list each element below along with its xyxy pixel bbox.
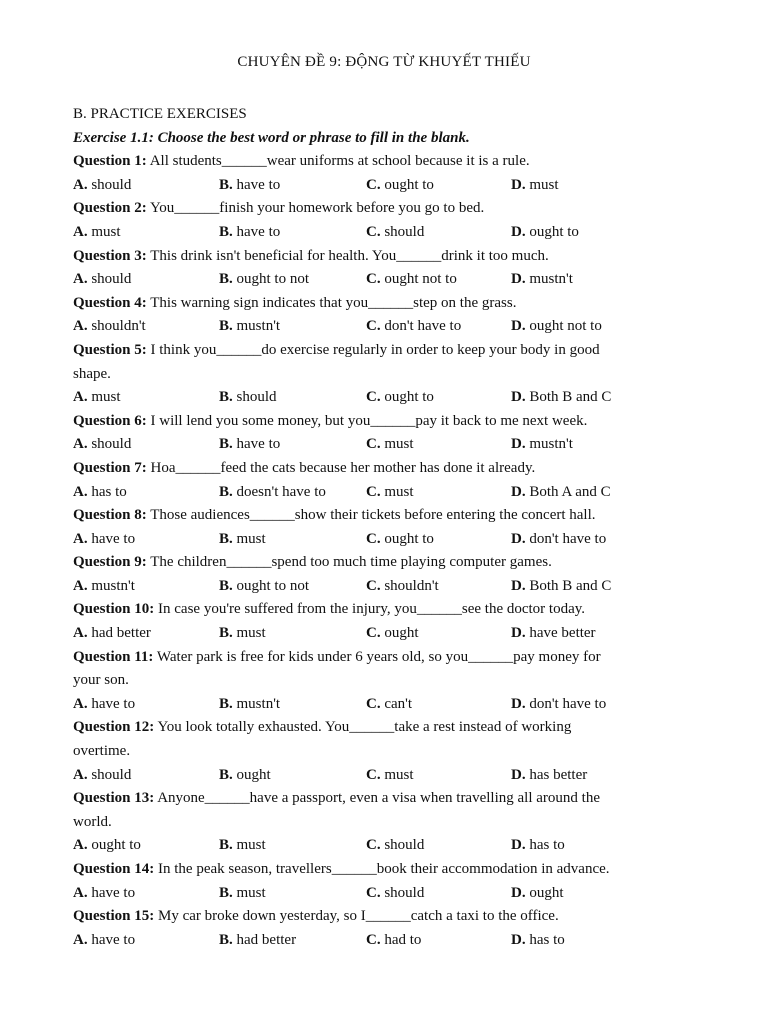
question-text-continued: world. (73, 813, 112, 830)
option-text: had better (232, 931, 297, 948)
option-letter: C. (366, 223, 381, 240)
option-letter: C. (366, 530, 381, 547)
option-text: have better (525, 625, 596, 642)
option-letter: A. (73, 176, 88, 193)
question-stem (73, 716, 683, 740)
option-letter: C. (366, 318, 381, 335)
answer-option (511, 433, 681, 457)
answer-option (366, 693, 511, 717)
question-block (73, 292, 683, 339)
option-letter: B. (219, 625, 233, 642)
question-label: Question 10: (73, 601, 155, 618)
option-letter: B. (219, 223, 233, 240)
exercise-label: Exercise 1.1 (73, 129, 149, 146)
answer-option (511, 528, 681, 552)
option-text: have to (87, 695, 136, 712)
answer-option (73, 221, 219, 245)
option-letter: D. (511, 837, 526, 854)
question-stem (73, 504, 683, 528)
option-letter: D. (511, 436, 526, 453)
question-stem (73, 457, 683, 481)
question-text: My car broke down yesterday, so I______catch a taxi to the office. (154, 908, 559, 925)
answer-options (73, 433, 683, 457)
question-label: Question 12: (73, 719, 155, 736)
option-letter: B. (219, 530, 233, 547)
answer-options (73, 693, 683, 717)
question-stem (73, 646, 683, 670)
question-block (73, 551, 683, 598)
option-letter: B. (219, 931, 233, 948)
question-stem (73, 551, 683, 575)
answer-option (511, 575, 681, 599)
option-text: ought (232, 766, 271, 783)
question-stem (73, 905, 683, 929)
answer-option (219, 433, 366, 457)
option-letter: B. (219, 176, 233, 193)
answer-option (366, 174, 511, 198)
answer-options (73, 481, 683, 505)
section-heading: B. PRACTICE EXERCISES (73, 106, 247, 122)
option-letter: D. (511, 223, 526, 240)
answer-option (73, 575, 219, 599)
answer-options (73, 528, 683, 552)
question-text: You______finish your homework before you go to bed. (146, 200, 485, 217)
option-text: must (525, 176, 559, 193)
answer-option (366, 882, 511, 906)
option-text: don't have to (525, 695, 607, 712)
answer-option (73, 764, 219, 788)
option-letter: D. (511, 766, 526, 783)
option-text: should (87, 176, 132, 193)
answer-options (73, 221, 683, 245)
question-text: All students______wear uniforms at school because it is a rule. (146, 153, 530, 170)
question-stem (73, 339, 683, 363)
answer-options (73, 929, 683, 953)
option-letter: D. (511, 530, 526, 547)
option-text: ought (525, 884, 564, 901)
exercise-heading (73, 127, 683, 151)
question-text: Water park is free for kids under 6 years old, so you______pay money for (153, 648, 601, 665)
option-text: have to (232, 176, 281, 193)
answer-option (366, 268, 511, 292)
question-text: This warning sign indicates that you______step on the grass. (146, 294, 517, 311)
answer-option (366, 834, 511, 858)
question-label: Question 8: (73, 507, 147, 524)
answer-option (366, 315, 511, 339)
option-letter: B. (219, 837, 233, 854)
answer-option (511, 764, 681, 788)
option-text: Both B and C (525, 577, 612, 594)
question-block (73, 245, 683, 292)
answer-option (73, 929, 219, 953)
answer-option (73, 433, 219, 457)
answer-option (511, 221, 681, 245)
answer-options (73, 386, 683, 410)
question-text-continued: overtime. (73, 743, 131, 760)
option-text: have to (87, 530, 136, 547)
question-label: Question 9: (73, 554, 147, 571)
answer-option (219, 834, 366, 858)
option-text: must (232, 837, 266, 854)
question-list (73, 150, 683, 952)
option-text: ought to (380, 176, 434, 193)
question-label: Question 11: (73, 648, 154, 665)
option-text: ought to (380, 389, 434, 406)
option-text: should (87, 436, 132, 453)
option-letter: A. (73, 625, 88, 642)
answer-options (73, 268, 683, 292)
answer-option (219, 622, 366, 646)
option-letter: A. (73, 483, 88, 500)
option-text: should (87, 766, 132, 783)
question-stem (73, 245, 683, 269)
option-letter: C. (366, 176, 381, 193)
option-letter: A. (73, 436, 88, 453)
option-letter: D. (511, 318, 526, 335)
question-block (73, 787, 683, 858)
answer-option (366, 575, 511, 599)
option-text: should (380, 223, 425, 240)
answer-option (219, 929, 366, 953)
option-letter: C. (366, 389, 381, 406)
answer-option (73, 174, 219, 198)
option-text: should (380, 837, 425, 854)
option-letter: C. (366, 271, 381, 288)
option-text: Both A and C (525, 483, 611, 500)
answer-options (73, 575, 683, 599)
option-letter: D. (511, 271, 526, 288)
option-text: must (380, 436, 414, 453)
answer-option (511, 481, 681, 505)
option-letter: C. (366, 837, 381, 854)
question-text: Those audiences______show their tickets before entering the concert hall. (146, 507, 596, 524)
answer-options (73, 622, 683, 646)
option-letter: C. (366, 436, 381, 453)
option-letter: D. (511, 577, 526, 594)
option-text: shouldn't (87, 318, 146, 335)
answer-option (73, 882, 219, 906)
answer-option (366, 221, 511, 245)
option-text: shouldn't (380, 577, 439, 594)
question-stem (73, 197, 683, 221)
answer-option (366, 622, 511, 646)
answer-option (73, 386, 219, 410)
question-block (73, 598, 683, 645)
option-letter: D. (511, 884, 526, 901)
exercise-instruction: : Choose the best word or phrase to fill in the blank. (148, 129, 470, 146)
option-letter: A. (73, 884, 88, 901)
option-letter: D. (511, 389, 526, 406)
answer-option (511, 882, 681, 906)
question-block (73, 197, 683, 244)
option-letter: B. (219, 389, 233, 406)
option-text: mustn't (232, 318, 281, 335)
option-text: ought not to (380, 271, 457, 288)
option-letter: A. (73, 271, 88, 288)
option-letter: A. (73, 577, 88, 594)
answer-options (73, 834, 683, 858)
option-letter: C. (366, 483, 381, 500)
answer-option (511, 622, 681, 646)
question-label: Question 5: (73, 341, 147, 358)
option-letter: C. (366, 884, 381, 901)
answer-options (73, 882, 683, 906)
answer-option (511, 693, 681, 717)
question-text-continued: shape. (73, 365, 111, 382)
option-text: have to (87, 884, 136, 901)
question-text: The children______spend too much time playing computer games. (146, 554, 552, 571)
answer-option (511, 386, 681, 410)
option-letter: A. (73, 223, 88, 240)
option-text: don't have to (380, 318, 462, 335)
answer-option (219, 221, 366, 245)
option-text: had better (87, 625, 151, 642)
question-text: Hoa______feed the cats because her mother has done it already. (146, 459, 536, 476)
option-text: have to (232, 436, 281, 453)
option-text: ought to (525, 223, 579, 240)
option-letter: B. (219, 695, 233, 712)
option-letter: B. (219, 884, 233, 901)
option-letter: D. (511, 483, 526, 500)
answer-option (366, 764, 511, 788)
option-text: ought to not (232, 271, 310, 288)
question-text: I think you______do exercise regularly in order to keep your body in good (146, 341, 600, 358)
question-text: Anyone______have a passport, even a visa when travelling all around the (154, 790, 600, 807)
question-stem (73, 787, 683, 811)
answer-option (73, 622, 219, 646)
option-letter: C. (366, 695, 381, 712)
option-letter: D. (511, 176, 526, 193)
question-label: Question 14: (73, 861, 155, 877)
question-stem (73, 598, 683, 622)
option-letter: B. (219, 483, 233, 500)
option-text: can't (380, 695, 413, 712)
option-text: ought to not (232, 577, 310, 594)
option-letter: A. (73, 766, 88, 783)
option-letter: A. (73, 530, 88, 547)
option-text: must (380, 483, 414, 500)
question-text: This drink isn't beneficial for health. You______drink it too much. (146, 247, 549, 264)
option-text: mustn't (525, 436, 573, 453)
answer-option (511, 315, 681, 339)
question-label: Question 13: (73, 790, 155, 807)
question-label: Question 6: (73, 412, 147, 429)
answer-option (366, 386, 511, 410)
answer-option (73, 693, 219, 717)
answer-option (219, 315, 366, 339)
question-block (73, 858, 683, 905)
question-block (73, 457, 683, 504)
question-block (73, 339, 683, 410)
option-text: mustn't (87, 577, 135, 594)
option-text: Both B and C (525, 389, 612, 406)
document-title: CHUYÊN ĐỀ 9: ĐỘNG TỪ KHUYẾT THIẾU (237, 54, 531, 70)
answer-options (73, 315, 683, 339)
option-text: should (380, 884, 425, 901)
option-text: ought to (380, 530, 434, 547)
question-stem (73, 410, 683, 434)
question-block (73, 410, 683, 457)
option-letter: B. (219, 577, 233, 594)
answer-option (219, 174, 366, 198)
answer-option (73, 481, 219, 505)
answer-option (366, 528, 511, 552)
answer-option (219, 386, 366, 410)
option-letter: B. (219, 318, 233, 335)
option-letter: D. (511, 625, 526, 642)
option-text: have to (232, 223, 281, 240)
question-stem (73, 150, 683, 174)
answer-option (219, 481, 366, 505)
option-letter: C. (366, 766, 381, 783)
option-text: mustn't (525, 271, 573, 288)
option-letter: B. (219, 271, 233, 288)
answer-option (73, 834, 219, 858)
option-text: have to (87, 931, 136, 948)
question-text: In the peak season, travellers______book their accommodation in advance. (154, 861, 610, 877)
answer-option (511, 834, 681, 858)
option-letter: A. (73, 389, 88, 406)
answer-option (511, 929, 681, 953)
answer-option (511, 268, 681, 292)
option-letter: B. (219, 766, 233, 783)
option-text: had to (380, 931, 422, 948)
option-letter: D. (511, 931, 526, 948)
answer-option (219, 764, 366, 788)
question-text: I will lend you some money, but you______pay it back to me next week. (146, 412, 588, 429)
option-text: ought (380, 625, 419, 642)
answer-option (366, 433, 511, 457)
option-text: has to (87, 483, 127, 500)
option-letter: A. (73, 931, 88, 948)
question-text: In case you're suffered from the injury, you______see the doctor today. (154, 601, 586, 618)
question-label: Question 7: (73, 459, 147, 476)
question-block (73, 150, 683, 197)
question-label: Question 4: (73, 294, 147, 311)
option-text: has to (525, 931, 565, 948)
option-text: should (87, 271, 132, 288)
option-letter: C. (366, 577, 381, 594)
answer-option (219, 693, 366, 717)
option-letter: B. (219, 436, 233, 453)
question-block (73, 905, 683, 952)
option-letter: A. (73, 318, 88, 335)
document-body (73, 103, 683, 952)
option-text: must (232, 625, 266, 642)
question-stem (73, 858, 683, 882)
question-label: Question 15: (73, 908, 155, 925)
option-text: has to (525, 837, 565, 854)
answer-option (73, 315, 219, 339)
question-text-continued: your son. (73, 672, 129, 689)
option-text: should (232, 389, 277, 406)
option-text: ought to (87, 837, 141, 854)
answer-option (366, 481, 511, 505)
option-letter: C. (366, 625, 381, 642)
question-block (73, 646, 683, 717)
answer-option (511, 174, 681, 198)
answer-options (73, 764, 683, 788)
answer-option (73, 528, 219, 552)
option-letter: A. (73, 695, 88, 712)
option-text: must (87, 389, 121, 406)
question-stem (73, 292, 683, 316)
option-text: must (232, 884, 266, 901)
option-text: must (87, 223, 121, 240)
option-letter: C. (366, 931, 381, 948)
option-text: doesn't have to (232, 483, 326, 500)
option-text: has better (525, 766, 588, 783)
option-text: must (380, 766, 414, 783)
answer-option (73, 268, 219, 292)
question-label: Question 2: (73, 200, 147, 217)
answer-option (219, 575, 366, 599)
question-block (73, 716, 683, 787)
question-label: Question 1: (73, 153, 147, 170)
option-text: mustn't (232, 695, 281, 712)
option-text: don't have to (525, 530, 607, 547)
option-text: ought not to (525, 318, 602, 335)
answer-option (219, 528, 366, 552)
answer-option (219, 882, 366, 906)
answer-option (366, 929, 511, 953)
question-text: You look totally exhausted. You______take a rest instead of working (154, 719, 572, 736)
option-letter: D. (511, 695, 526, 712)
option-text: must (232, 530, 266, 547)
answer-option (219, 268, 366, 292)
option-letter: A. (73, 837, 88, 854)
question-block (73, 504, 683, 551)
answer-options (73, 174, 683, 198)
question-label: Question 3: (73, 247, 147, 264)
